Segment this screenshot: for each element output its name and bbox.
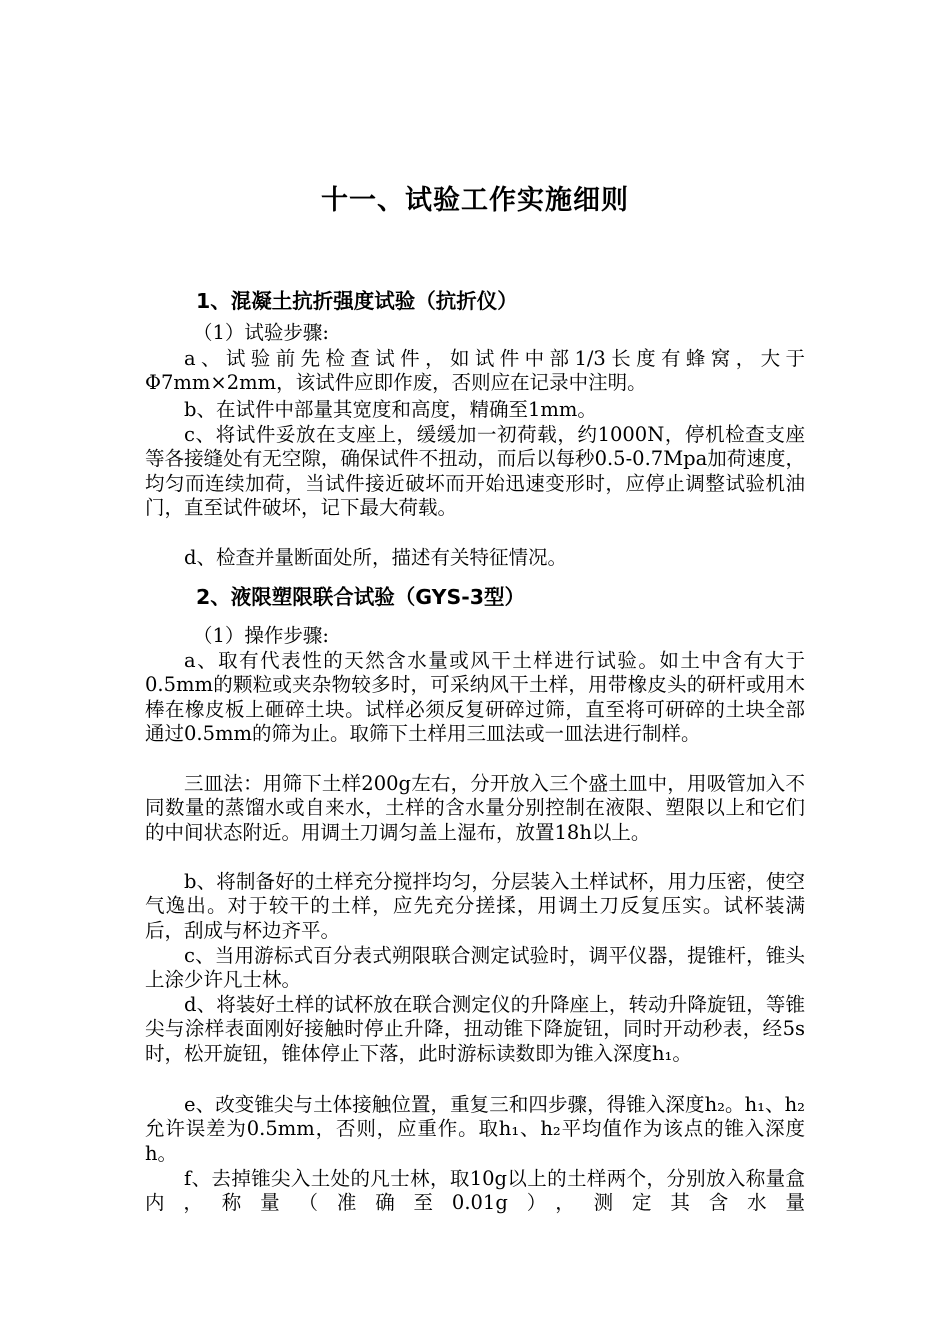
step-label: （1）试验步骤:	[193, 321, 329, 344]
page-title: 十一、试验工作实施细则	[321, 185, 629, 216]
paragraph-step-d: d、将装好土样的试杯放在联合测定仪的升降座上，转动升降旋钮，等锥尖与涂样表面刚好接触时停止升降，扭动锥下降旋钮，同时开动秒表，经5s时，松开旋钮，锥体停止下落，此时游标读数即为锥入深度h₁。	[145, 993, 805, 1065]
paragraph-step-a: a、取有代表性的天然含水量或风干土样进行试验。如土中含有大于0.5mm的颗粒或夹杂物较多时，可采纳风干土样，用带橡皮头的研杆或用木棒在橡皮板上砸碎土块。试样必须反复研碎过筛，直至将可研碎的土块全部通过0.5mm的筛为止。取筛下土样用三皿法或一皿法进行制样。	[145, 649, 805, 746]
paragraph-step-e: e、改变锥尖与土体接触位置，重复三和四步骤，得锥入深度h₂。h₁、h₂允许误差为0.5mm，否则，应重作。取h₁、h₂平均值作为该点的锥入深度h。	[145, 1093, 805, 1165]
section-heading-flexural: 1、混凝土抗折强度试验（抗折仪）	[196, 289, 518, 313]
paragraph-step-a: a、试验前先检查试件，如试件中部1/3长度有蜂窝，大于Φ7mm×2mm，该试件应即作废，否则应在记录中注明。	[145, 347, 805, 395]
step-label: （1）操作步骤:	[193, 624, 329, 647]
paragraph-step-c: c、将试件妥放在支座上，缓缓加一初荷载，约1000N，停机检查支座等各接缝处有无空隙，确保试件不扭动，而后以每秒0.5-0.7Mpa加荷速度，均匀而连续加荷，当试件接近破坏而开始迅速变形时，应停止调整试验机油门，直至试件破坏，记下最大荷载。	[145, 423, 805, 520]
paragraph-step-b: b、将制备好的土样充分搅拌均匀，分层装入土样试杯，用力压密，使空气逸出。对于较干的土样，应先充分搓揉，用调土刀反复压实。试杯装满后，刮成与杯边齐平。	[145, 870, 805, 942]
section-heading-liquid-plastic-limit: 2、液限塑限联合试验（GYS-3型）	[196, 585, 526, 609]
paragraph-step-b: b、在试件中部量其宽度和高度，精确至1mm。	[184, 398, 597, 421]
paragraph-step-c: c、当用游标式百分表式朔限联合测定试验时，调平仪器，提锥杆，锥头上涂少许凡士林。	[145, 944, 805, 992]
paragraph-three-dish-method: 三皿法：用筛下土样200g左右，分开放入三个盛土皿中，用吸管加入不同数量的蒸馏水或自来水，土样的含水量分别控制在液限、塑限以上和它们的中间状态附近。用调土刀调匀盖上湿布，放置18h以上。	[145, 772, 805, 844]
paragraph-step-d: d、检查并量断面处所，描述有关特征情况。	[184, 546, 567, 569]
paragraph-step-f: f、去掉锥尖入土处的凡士林，取10g以上的土样两个，分别放入称量盒内，称量（准确至0.01g），测定其含水量	[145, 1167, 805, 1215]
